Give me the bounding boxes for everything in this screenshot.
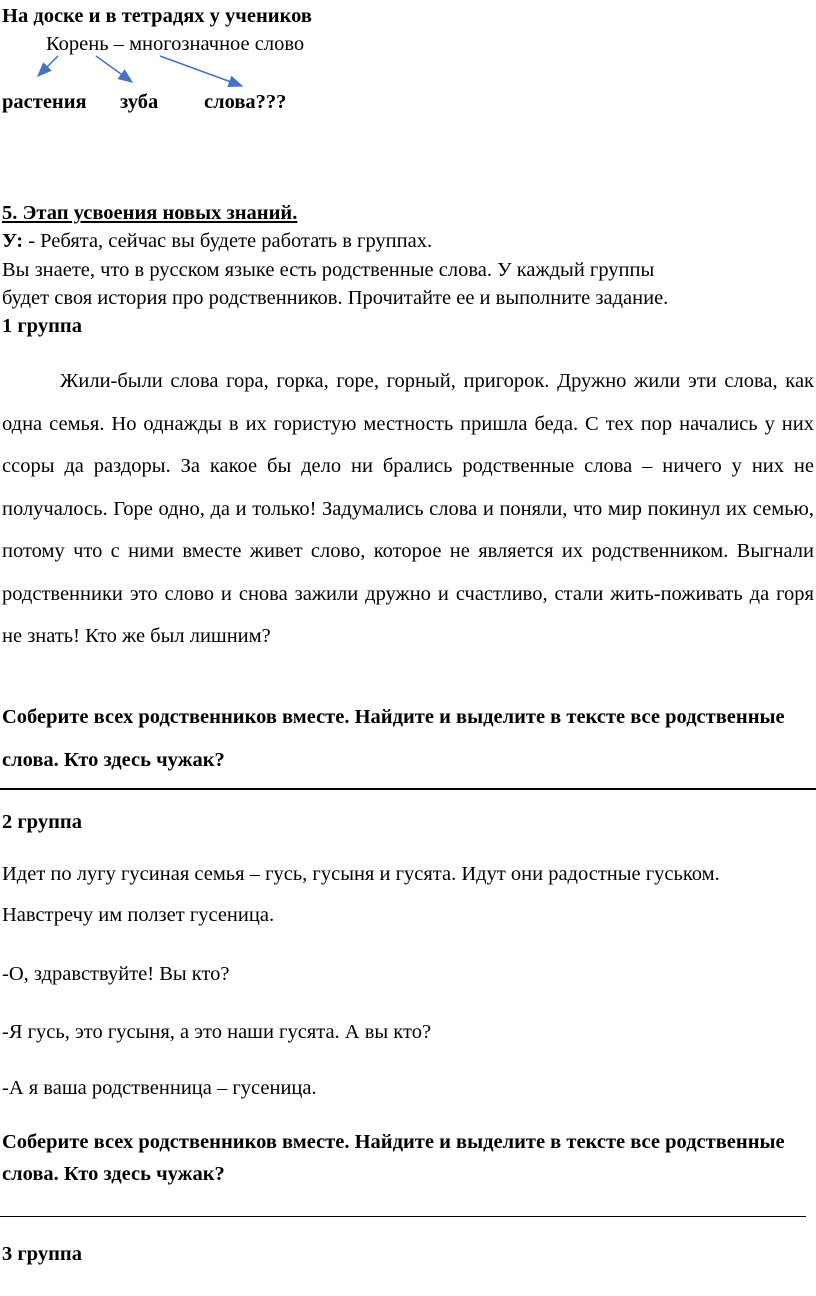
group1-story: Жили-были слова гора, горка, горе, горный, пригорок. Дружно жили эти слова, как одна семья. Но однажды в их гористую местность пришла беда. С тех пор начались у них ссоры да раздоры. За какое бы дело ни брались родственные слова – ничего у них не получалось. Горе одно, да и только! Задумались слова и поняли, что мир покинул их семью, потому что с ними вместе живет слово, которое не является их родственником. Выгнали родственники это слово и снова зажили дружно и счастливо, стали жить-поживать да горя не знать! Кто же был лишним? — [2, 370, 814, 647]
intro-line-3: будет своя история про родственников. Прочитайте ее и выполните задание. — [2, 287, 669, 309]
section-heading: 5. Этап усвоения новых знаний. — [2, 202, 298, 224]
group2-intro: Идет по лугу гусиная семья – гусь, гусыня и гусята. Идут они радостные гуськом. Навстречу им ползет гусеница. — [2, 863, 720, 926]
group3-title: 3 группа — [2, 1243, 82, 1265]
divider-2 — [0, 1216, 806, 1217]
teacher-label: У: — [2, 230, 24, 252]
group1-task: Соберите всех родственников вместе. Найдите и выделите в тексте все родственные слова. Кто здесь чужак? — [2, 706, 785, 771]
teacher-speech: - Ребята, сейчас вы будете работать в группах. — [23, 230, 433, 252]
board-title: На доске и в тетрадях у учеников — [2, 5, 312, 27]
arrow-word — [160, 56, 242, 86]
meaning-word: слова??? — [204, 91, 287, 113]
root-line: Корень – многозначное слово — [46, 33, 305, 55]
dialog-line-2: -Я гусь, это гусыня, а это наши гусята. А вы кто? — [2, 1021, 432, 1043]
divider-1 — [0, 788, 816, 790]
group2-title: 2 группа — [2, 811, 82, 833]
intro-line-2: Вы знаете, что в русском языке есть родственные слова. У каждый группы — [2, 259, 655, 281]
meaning-tooth: зуба — [120, 91, 159, 113]
meaning-plant: растения — [2, 91, 87, 113]
dialog-line-1: -О, здравствуйте! Вы кто? — [2, 963, 230, 985]
group1-title: 1 группа — [2, 315, 82, 337]
arrow-roots — [38, 56, 58, 76]
arrow-tooth — [96, 56, 132, 82]
group2-task: Соберите всех родственников вместе. Найдите и выделите в тексте все родственные слова. Кто здесь чужак? — [2, 1131, 785, 1185]
teacher-line — [2, 229, 432, 253]
dialog-line-3: -А я ваша родственница – гусеница. — [2, 1077, 317, 1099]
